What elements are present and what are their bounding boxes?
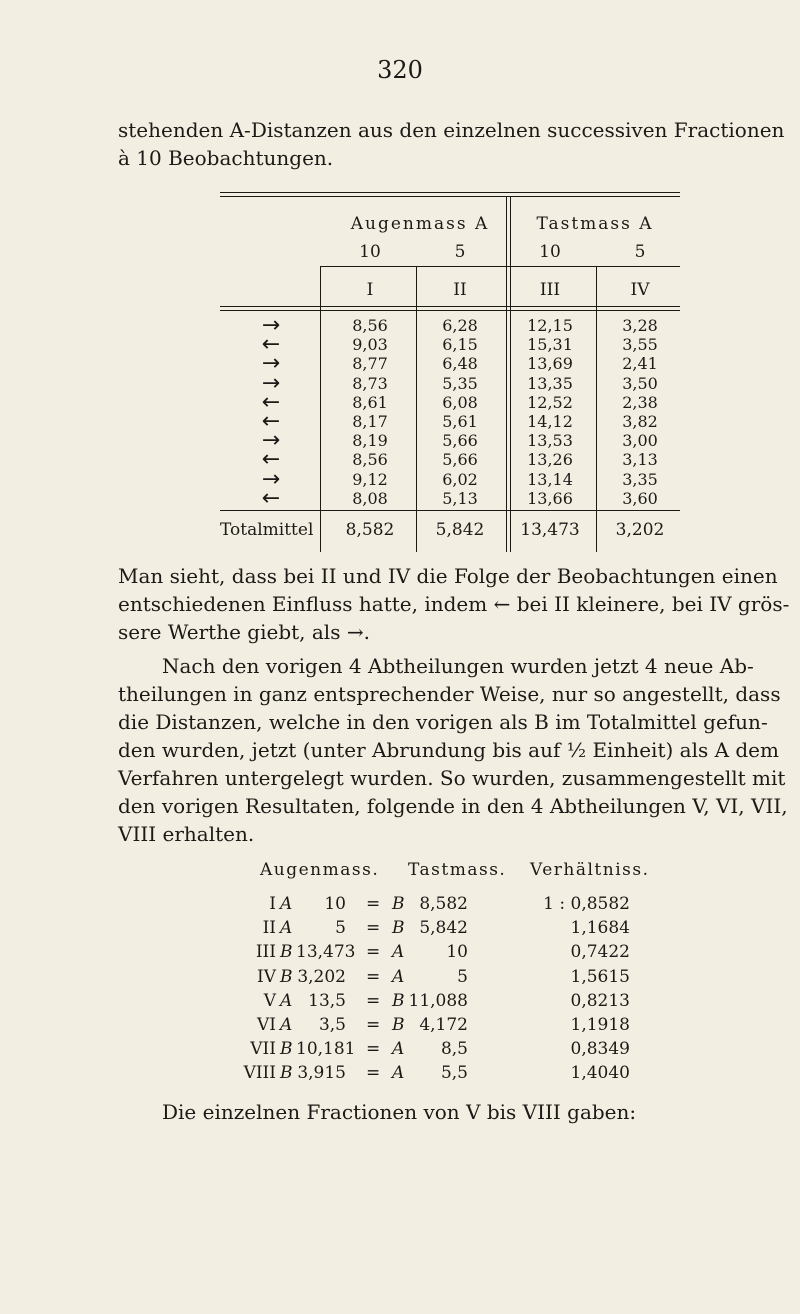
ratio-aval: 3,915 [297,1063,346,1084]
paragraph-line: die Distanzen, welche in den vorigen als B im Totalmittel gefun- [118,710,768,734]
table-cell: 13,35 [527,373,573,393]
ratio-aletter: B [280,942,293,963]
ratio-bletter: A [392,1039,405,1060]
table-row [240,1015,690,1039]
ratio-num: VIII [243,1063,276,1084]
left-arrow-icon: ← [261,485,281,511]
total-value: 3,202 [615,520,665,540]
table-cell: 5,66 [442,431,478,451]
table-row [240,1063,690,1087]
ratio-ratio: 1,5615 [570,966,630,987]
ratio-num: II [262,918,276,939]
table-cell: 6,15 [442,335,478,355]
subheader: 5 [634,242,646,262]
table-cell: 5,61 [442,412,478,431]
table-row [240,967,690,991]
ratio-ratio: 1 : 0,8582 [543,894,630,914]
column-divider [506,196,507,552]
header-augenmass: Augenmass. [260,860,380,880]
ratio-eq: = [366,990,381,1011]
ratio-aval: 3,5 [318,1015,346,1035]
table-cell: 6,02 [442,469,478,489]
subheader: 10 [359,242,381,262]
right-arrow-icon: → [261,428,281,454]
total-label: Totalmittel [220,520,314,540]
total-value: 8,582 [345,520,395,540]
table-cell: 13,69 [527,354,573,374]
ratio-bletter: A [392,966,405,987]
table-cell: 8,77 [352,354,388,374]
table-cell: 12,52 [527,392,573,412]
table-cell: 3,35 [622,469,658,489]
ratio-bval: 5,842 [419,918,468,939]
header-augenmass: Augenmass A [350,214,490,234]
column-III-header: III [539,280,561,300]
ratio-aletter: A [280,918,293,939]
table-cell: 5,66 [442,450,478,470]
ratio-ratio: 0,8213 [570,990,630,1011]
table-row [240,942,690,966]
table-cell: 3,28 [622,316,658,335]
header-verhaeltniss: Verhältniss. [530,860,650,880]
table-cell: 15,31 [527,335,573,355]
ratio-num: IV [257,966,276,987]
paragraph-line: Nach den vorigen 4 Abtheilungen wurden jetzt 4 neue Ab- [162,654,754,678]
intro-paragraph [118,116,785,172]
ratio-bletter: A [392,1063,405,1084]
table-row [240,991,690,1015]
table-cell: 3,55 [622,335,658,355]
intro-line: à 10 Beobachtungen. [118,146,334,170]
ratio-bletter: A [392,942,405,963]
ratio-num: I [269,894,276,914]
table-cell: 13,14 [527,469,573,489]
ratio-aletter: B [280,1063,293,1084]
ratio-aval: 5 [335,918,346,939]
table-cell: 13,66 [527,488,573,508]
header-tastmass: Tastmass. [408,860,507,880]
ratio-aval: 13,473 [296,942,356,963]
ratio-num: VII [250,1039,276,1060]
ratio-bval: 5 [457,966,468,987]
paragraph-line: Verfahren untergelegt wurden. So wurden, zusammengestellt mit [118,766,786,790]
ratio-aletter: A [280,990,293,1011]
table-row [240,894,690,918]
ratio-bval: 11,088 [408,990,468,1011]
ratio-aletter: A [280,894,293,914]
ratio-bval: 5,5 [440,1063,468,1084]
paragraph-line: sere Werthe giebt, als →. [118,620,370,644]
table-cell: 8,56 [352,450,388,470]
table-cell: 5,13 [442,488,478,508]
ratio-aletter: B [280,966,293,987]
ratio-eq: = [366,1063,381,1084]
table-cell: 2,41 [622,354,658,374]
ratio-bletter: B [392,990,405,1011]
ratio-ratio: 1,4040 [570,1063,630,1084]
ratio-ratio: 1,1918 [570,1015,630,1035]
page-number: 320 [377,56,423,84]
left-arrow-icon: ← [261,389,281,415]
ratio-bletter: B [392,1015,405,1035]
table-cell: 3,82 [622,412,658,431]
table-cell: 14,12 [527,412,573,431]
table-cell: 5,35 [442,373,478,393]
paragraph-line: den vorigen Resultaten, folgende in den 4 Abtheilungen V, VI, VII, [118,794,788,818]
table-cell: 8,73 [352,373,388,393]
table-cell: 3,50 [622,373,658,393]
ratio-aval: 10,181 [296,1039,356,1060]
right-arrow-icon: → [261,351,281,377]
ratio-ratio: 0,8349 [570,1039,630,1060]
intro-line: stehenden A-Distanzen aus den einzelnen successiven Fractionen [118,118,785,142]
left-arrow-icon: ← [261,447,281,473]
column-II-header: II [453,280,467,300]
ratio-eq: = [366,1039,381,1060]
table-cell: 13,26 [527,450,573,470]
ratio-ratio: 1,1684 [570,918,630,939]
ratio-eq: = [366,894,381,914]
table-cell: 2,38 [622,392,658,412]
table-cell: 8,19 [352,431,388,451]
table-cell: 6,48 [442,354,478,374]
table-cell: 8,61 [352,392,388,412]
ratio-bval: 4,172 [419,1015,468,1035]
table-top-rule [220,196,680,197]
table-cell: 6,08 [442,392,478,412]
table-cell: 3,00 [622,431,658,451]
ratio-aval: 13,5 [308,990,346,1011]
paragraph-line: Man sieht, dass bei II und IV die Folge der Beobachtungen einen [118,564,778,588]
table-top-rule [220,192,680,193]
ratio-ratio: 0,7422 [570,942,630,963]
table-cell: 6,28 [442,316,478,335]
right-arrow-icon: → [261,370,281,396]
table-cell: 9,03 [352,335,388,355]
column-I-header: I [366,280,374,300]
table-row [240,918,690,942]
total-rule [220,510,680,511]
subheader: 5 [454,242,466,262]
table-cell: 8,17 [352,412,388,431]
ratio-aval: 3,202 [297,966,346,987]
paragraph-line: entschiedenen Einfluss hatte, indem ← bei II kleinere, bei IV grös- [118,592,790,616]
column-IV-header: IV [630,280,650,300]
paragraph-2 [118,652,788,848]
paragraph-line: theilungen in ganz entsprechender Weise, nur so angestellt, dass [118,682,781,706]
ratio-bletter: B [392,894,405,914]
ratio-bletter: B [392,918,405,939]
paragraph-1 [118,562,790,646]
ratio-eq: = [366,918,381,939]
table-cell: 13,53 [527,431,573,451]
ratio-num: III [255,942,276,963]
table-cell: 3,60 [622,488,658,508]
paragraph-line: den wurden, jetzt (unter Abrundung bis auf ½ Einheit) als A dem [118,738,779,762]
total-value: 13,473 [520,520,580,540]
closing-line: Die einzelnen Fractionen von V bis VIII gaben: [162,1100,637,1124]
left-arrow-icon: ← [261,409,281,434]
header-tastmass: Tastmass A [536,214,654,234]
total-value: 5,842 [435,520,485,540]
table-cell: 12,15 [527,316,573,335]
left-arrow-icon: ← [261,332,281,358]
table-cell: 3,13 [622,450,658,470]
subheader: 10 [539,242,561,262]
ratio-eq: = [366,1015,381,1035]
ratio-aval: 10 [324,894,346,914]
right-arrow-icon: → [261,313,281,338]
ratio-num: VI [257,1015,276,1035]
header-bottom-rule [220,306,680,307]
ratio-bval: 8,5 [440,1039,468,1060]
ratio-num: V [263,990,276,1011]
ratio-bval: 10 [446,942,468,963]
ratio-eq: = [366,966,381,987]
subheader-rule [320,266,680,267]
right-arrow-icon: → [261,466,281,492]
ratio-aletter: A [280,1015,293,1035]
paragraph-line: VIII erhalten. [118,822,255,846]
table-cell: 8,56 [352,316,388,335]
table-cell: 9,12 [352,469,388,489]
ratio-bval: 8,582 [419,894,468,914]
table-row [240,1039,690,1063]
ratio-eq: = [366,942,381,963]
header-bottom-rule [220,310,680,311]
table-cell: 8,08 [352,488,388,508]
ratio-aletter: B [280,1039,293,1060]
